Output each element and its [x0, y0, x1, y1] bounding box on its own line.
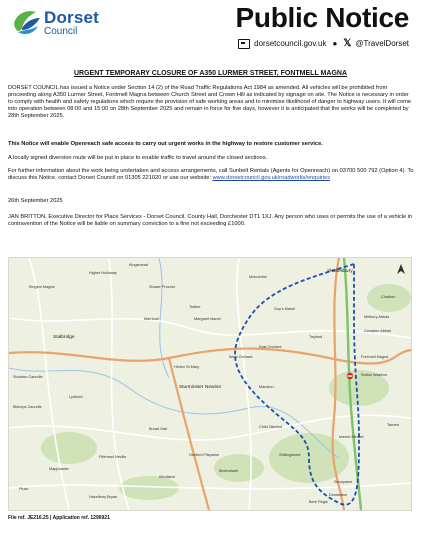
map-label: Margaret Marsh: [194, 317, 221, 321]
file-ref-value: JE216.25: [27, 515, 49, 521]
map-label: West Orchard: [229, 355, 253, 359]
map-label: Compton Abbas: [364, 329, 392, 333]
map-label: Higher Holloway: [89, 271, 117, 275]
twitter-handle[interactable]: @TravelDorset: [355, 39, 409, 48]
map-label: Child Okeford: [259, 425, 283, 429]
map-svg: [9, 258, 411, 510]
file-ref-label: File ref.: [8, 515, 26, 521]
diversion-map[interactable]: [8, 257, 412, 511]
file-reference: [8, 515, 110, 521]
website-link[interactable]: dorsetcouncil.gov.uk: [254, 39, 327, 48]
map-label: Kingsmead: [129, 263, 148, 267]
computer-icon: [238, 39, 250, 49]
map-label: Motcombe: [249, 275, 267, 279]
notice-signoff: JAN BRITTON, Executive Director for Place Services - Dorset Council, County Hall, Dorchester DT1 1XJ. Any person who uses or permits the use of a vehicle in contravention of the Notice will be liable on summary conviction to a fine not exceeding £1000.: [8, 214, 413, 228]
map-label: Broad Oak: [149, 427, 168, 431]
map-label: Guy's Marsh: [274, 307, 296, 311]
map-label: Belchalwell: [219, 469, 238, 473]
map-label: Stourpaine: [334, 480, 353, 484]
map-label: Stalbridge: [53, 335, 75, 340]
notice-date: 26th September 2025: [8, 198, 63, 204]
map-label: Bishops Caundle: [13, 405, 42, 409]
map-label: Durweston: [329, 493, 348, 497]
map-label: Twyford: [309, 335, 323, 339]
map-label: Melbury Abbas: [364, 315, 390, 319]
map-label: Okeford Fitzpaine: [189, 453, 219, 457]
notice-paragraph-4-text: For further information about the work being undertaken and access arrangements, call Sunbelt Rentals (Agents for Openreach) on 03700 500 792 (Option 4). To discuss this Notice, contact Dorset Council on 01305 221020 or use our website:: [8, 168, 414, 182]
notice-paragraph-3: A locally signed diversion route will be put in place to enable traffic to travel around the closed sections.: [8, 155, 268, 161]
map-label: Tarrant: [387, 423, 399, 427]
map-label: Mappowder: [49, 467, 69, 471]
map-label: Todber: [189, 305, 201, 309]
map-label: Stower Provost: [149, 285, 175, 289]
notice-paragraph-2-text: This Notice will enable Openreach safe access to carry out urgent works in the highway to restore customer service.: [8, 141, 323, 147]
dorset-logo-icon: [10, 6, 42, 38]
map-label: Kington Magna: [29, 285, 55, 289]
map-label: Stourton Caundle: [13, 375, 43, 379]
map-label: Fifehead Neville: [99, 455, 127, 459]
map-label: Hazelbury Bryan: [89, 495, 118, 499]
map-label: Fontmell Magna: [361, 355, 389, 359]
map-label: Marnhull: [144, 317, 159, 321]
logo-text-council: Council: [44, 26, 78, 37]
map-label: Shillingstone: [279, 453, 301, 457]
enquiries-link[interactable]: www.dorsetcouncil.gov.uk/roadworks/enquiries: [212, 175, 331, 182]
app-ref-label: Application ref.: [52, 515, 90, 521]
separator-dot: ●: [332, 39, 338, 48]
map-label: Lydlinch: [69, 395, 83, 399]
page-title: Public Notice: [235, 2, 409, 33]
dorset-council-logo[interactable]: [10, 6, 110, 42]
closure-marker: [347, 373, 353, 379]
map-label: East Orchard: [259, 345, 282, 349]
map-label: Bere Regis: [309, 500, 328, 504]
logo-text-dorset: Dorset: [44, 8, 100, 27]
contact-bar: [238, 38, 409, 49]
notice-paragraph-4: [8, 168, 414, 182]
map-label: Charlton: [381, 295, 396, 299]
map-label: Hinton St Mary: [174, 365, 200, 369]
map-label: Iwerne Minster: [339, 435, 364, 439]
notice-heading: URGENT TEMPORARY CLOSURE OF A350 LURMER STREET, FONTMELL MAGNA: [73, 70, 347, 77]
map-label: Sturminster Newton: [179, 385, 222, 390]
app-ref-value: 1296921: [90, 515, 110, 521]
map-label: Woolland: [159, 475, 175, 479]
notice-paragraph-2: [8, 141, 414, 148]
header: [0, 0, 421, 56]
map-label: Manston: [259, 385, 274, 389]
separator: |: [50, 515, 53, 521]
x-twitter-icon: 𝕏: [343, 38, 352, 49]
notice-paragraph-1: DORSET COUNCIL has issued a Notice under Section 14 (2) of the Road Traffic Regulations Act 1984 as amended. All vehicles will be prohibited from proceeding along A350 Lurmer Street, Fontmell Magna between Church Street and Crown Hill as indicated by signage on site. The Notice is necessary in order to comply with health and safety regulations which require the provision of safe working areas and to minimise likelihood of danger to highway users. It will come into operation between 08:00 and 15:00 on 28th September 2025 and remain in force for five days, however it is anticipated that the works will be completed by 28th September 2025.: [8, 85, 412, 120]
map-label: Plush: [19, 487, 29, 491]
map-label: Shaftesbury: [327, 269, 353, 274]
map-label: Sutton Waldron: [361, 373, 388, 377]
